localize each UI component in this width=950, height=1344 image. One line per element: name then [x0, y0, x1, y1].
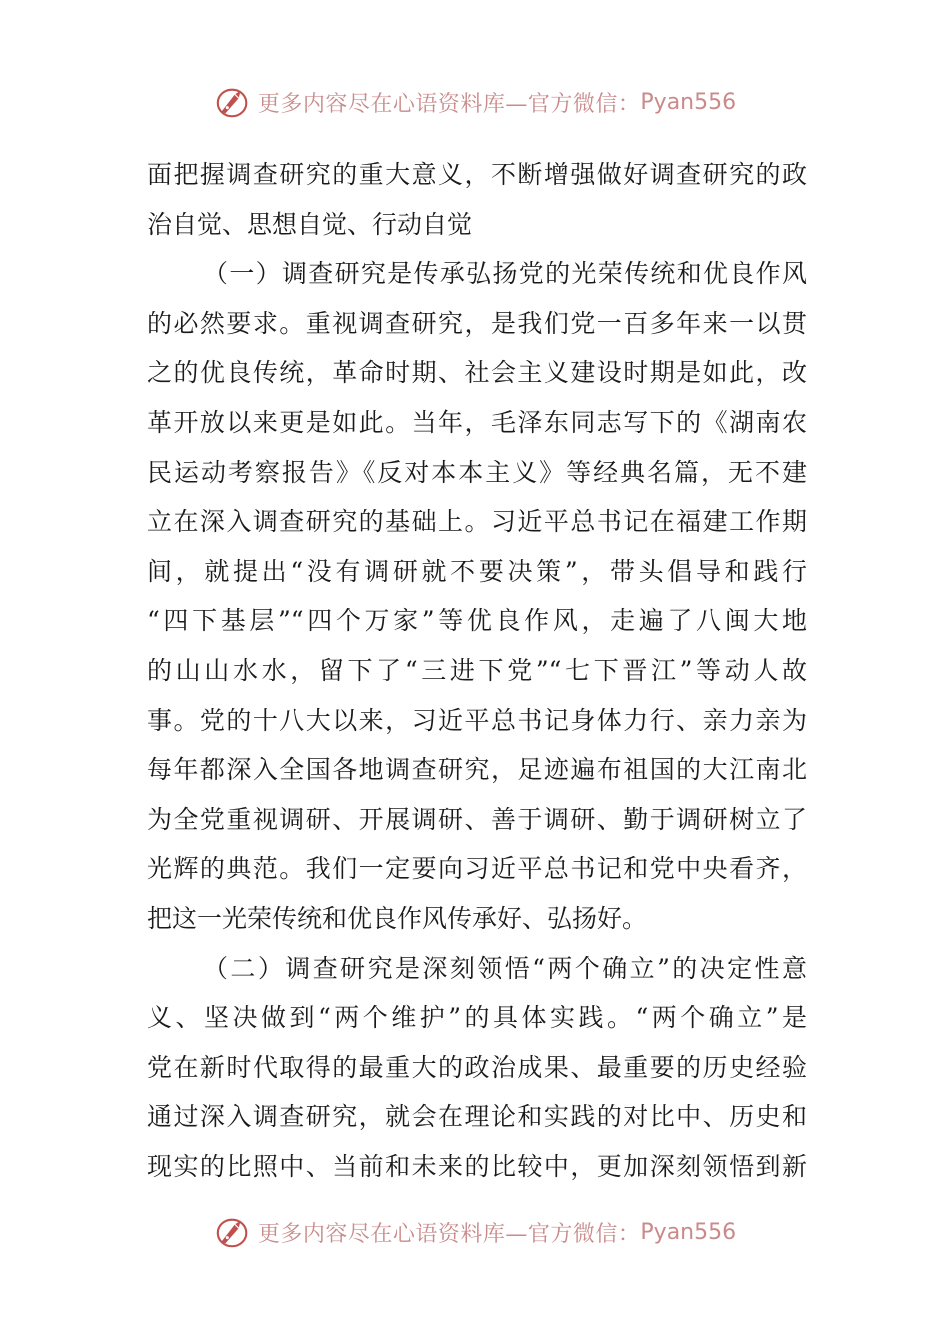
- banner-text: 更多内容尽在心语资料库—官方微信：: [257, 1221, 641, 1247]
- text-line: 间，就提出“没有调研就不要决策”，带头倡导和践行: [147, 556, 807, 586]
- text-line: “四下基层”“四个万家”等优良作风，走遍了八闽大地: [147, 606, 807, 636]
- text-line: 把这一光荣传统和优良作风传承好、弘扬好。: [147, 903, 648, 933]
- text-line: 光辉的典范。我们一定要向习近平总书记和党中央看齐，: [147, 854, 807, 884]
- text-line: 每年都深入全国各地调查研究，足迹遍布祖国的大江南北: [147, 755, 807, 785]
- text-line: 治自觉、思想自觉、行动自觉: [147, 209, 473, 239]
- text-line: 民运动考察报告》《反对本本主义》等经典名篇，无不建: [147, 457, 807, 487]
- text-line: 党在新时代取得的最重大的政治成果、最重要的历史经验: [147, 1052, 807, 1082]
- pen-nib-logo-icon: [214, 1213, 252, 1251]
- text-line: 面把握调查研究的重大意义，不断增强做好调查研究的政: [147, 160, 807, 189]
- pen-nib-logo-icon: [214, 83, 252, 121]
- paragraph-start-line: （一）调查研究是传承弘扬党的光荣传统和优良作风: [203, 259, 807, 289]
- text-line: 事。党的十八大以来，习近平总书记身体力行、亲力亲为: [147, 705, 807, 735]
- text-line: 革开放以来更是如此。当年，毛泽东同志写下的《湖南农: [147, 407, 807, 437]
- text-line: 立在深入调查研究的基础上。习近平总书记在福建工作期: [147, 507, 807, 537]
- wechat-id: Pyan556: [640, 89, 737, 115]
- text-line: 通过深入调查研究，就会在理论和实践的对比中、历史和: [147, 1102, 807, 1132]
- text-line: 的必然要求。重视调查研究，是我们党一百多年来一以贯: [147, 308, 807, 338]
- paragraph-start-line: （二）调查研究是深刻领悟“两个确立”的决定性意: [203, 953, 807, 983]
- wechat-id: Pyan556: [640, 1219, 737, 1245]
- footer-banner: [0, 1210, 950, 1254]
- text-line: 现实的比照中、当前和未来的比较中，更加深刻领悟到新: [147, 1151, 807, 1181]
- header-banner: [0, 80, 950, 124]
- text-line: 之的优良传统，革命时期、社会主义建设时期是如此，改: [147, 358, 807, 388]
- document-body: [147, 150, 807, 1191]
- banner-text: 更多内容尽在心语资料库—官方微信：: [257, 91, 641, 117]
- text-line: 的山山水水，留下了“三进下党”“七下晋江”等动人故: [147, 655, 807, 685]
- text-line: 为全党重视调研、开展调研、善于调研、勤于调研树立了: [147, 804, 807, 834]
- text-line: 义、坚决做到“两个维护”的具体实践。“两个确立”是: [147, 1003, 807, 1033]
